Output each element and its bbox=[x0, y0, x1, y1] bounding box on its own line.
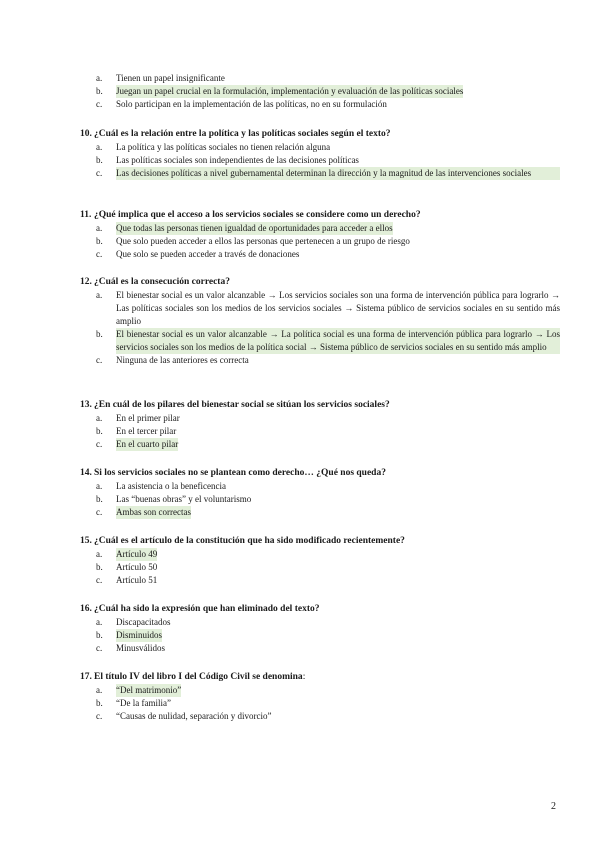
option-text: “Del matrimonio” bbox=[116, 685, 182, 695]
question-number: 15. bbox=[80, 536, 92, 546]
option-text: Que solo pueden acceder a ellos las personas que pertenecen a un grupo de riesgo bbox=[116, 236, 410, 246]
option-text: Artículo 50 bbox=[116, 562, 158, 572]
option-letter: a. bbox=[96, 290, 103, 300]
option-16b bbox=[96, 629, 560, 642]
question-12 bbox=[80, 276, 560, 367]
option-letter: a. bbox=[96, 223, 103, 233]
page-number: 2 bbox=[551, 801, 556, 812]
option-text: Solo participan en la implementación de las políticas, no en su formulación bbox=[116, 99, 387, 109]
question-15 bbox=[80, 535, 560, 587]
option-16a bbox=[96, 616, 560, 629]
question-13 bbox=[80, 399, 560, 451]
option-text: Artículo 51 bbox=[116, 575, 158, 585]
option-letter: a. bbox=[96, 142, 103, 152]
option-letter: b. bbox=[96, 562, 103, 572]
option-text: Las “buenas obras” y el voluntarismo bbox=[116, 494, 252, 504]
option-16c bbox=[96, 642, 560, 655]
question-number: 17. bbox=[80, 672, 92, 682]
question-text: ¿Qué implica que el acceso a los servicios sociales se considere como un derecho? bbox=[94, 210, 421, 220]
option-letter: c. bbox=[96, 643, 103, 653]
option-15a bbox=[96, 548, 560, 561]
option-letter: b. bbox=[96, 236, 103, 246]
option-text: Que todas las personas tienen igualdad de oportunidades para acceder a ellos bbox=[116, 223, 393, 233]
question-11 bbox=[80, 209, 560, 261]
option-letter: c. bbox=[96, 355, 103, 365]
question-title bbox=[80, 535, 560, 547]
question-number: 14. bbox=[80, 468, 92, 478]
option-10a bbox=[96, 141, 560, 154]
option-17b bbox=[96, 697, 560, 710]
option-letter: a. bbox=[96, 73, 103, 83]
option-text: En el primer pilar bbox=[116, 413, 180, 423]
option-letter: a. bbox=[96, 549, 103, 559]
option-9a bbox=[96, 72, 560, 85]
option-text: Disminuidos bbox=[116, 630, 163, 640]
option-text: Las decisiones políticas a nivel gubernamental determinan la dirección y la magnitud de las intervenciones sociales bbox=[116, 167, 560, 180]
option-11b bbox=[96, 235, 560, 248]
option-9b bbox=[96, 85, 560, 98]
option-10c bbox=[96, 167, 560, 180]
option-text: La asistencia o la beneficencia bbox=[116, 481, 226, 491]
option-12a bbox=[96, 289, 560, 328]
option-17a bbox=[96, 684, 560, 697]
question-text: ¿Cuál es la consecución correcta? bbox=[94, 277, 230, 287]
option-letter: c. bbox=[96, 99, 103, 109]
question-text: ¿En cuál de los pilares del bienestar social se sitúan los servicios sociales? bbox=[94, 400, 390, 410]
option-14c bbox=[96, 506, 560, 519]
option-text: Ninguna de las anteriores es correcta bbox=[116, 355, 249, 365]
option-text: “De la familia” bbox=[116, 698, 171, 708]
option-12c bbox=[96, 354, 560, 367]
option-13a bbox=[96, 412, 560, 425]
option-letter: b. bbox=[96, 86, 103, 96]
option-15c bbox=[96, 574, 560, 587]
option-14a bbox=[96, 480, 560, 493]
option-letter: c. bbox=[96, 439, 103, 449]
option-15b bbox=[96, 561, 560, 574]
option-letter: a. bbox=[96, 617, 103, 627]
option-letter: b. bbox=[96, 329, 103, 339]
option-letter: b. bbox=[96, 155, 103, 165]
question-title bbox=[80, 209, 560, 221]
option-letter: a. bbox=[96, 413, 103, 423]
question-number: 12. bbox=[80, 277, 92, 287]
option-14b bbox=[96, 493, 560, 506]
question-14 bbox=[80, 467, 560, 519]
option-11c bbox=[96, 248, 560, 261]
option-9c bbox=[96, 98, 560, 111]
option-text: En el tercer pilar bbox=[116, 426, 177, 436]
option-11a bbox=[96, 222, 560, 235]
option-text: Ambas son correctas bbox=[116, 507, 191, 517]
question-number: 11. bbox=[80, 210, 92, 220]
option-text: Artículo 49 bbox=[116, 549, 158, 559]
question-title bbox=[80, 276, 560, 288]
question-suffix: : bbox=[302, 672, 306, 682]
option-letter: c. bbox=[96, 711, 103, 721]
option-text: En el cuarto pilar bbox=[116, 439, 179, 449]
option-text: Discapacitados bbox=[116, 617, 171, 627]
question-text: ¿Cuál es el artículo de la constitución que ha sido modificado recientemente? bbox=[94, 536, 405, 546]
option-text: El bienestar social es un valor alcanzable → La política social es una forma de intervención pública para lograrlo → Los servicios sociales son los medios de la política social → Sistema público de servicios sociales en su sentido más amplio bbox=[116, 329, 560, 352]
option-text: Las políticas sociales son independientes de las decisiones políticas bbox=[116, 155, 359, 165]
option-text: El bienestar social es un valor alcanzable → Los servicios sociales son una forma de intervención pública para lograrlo → Las políticas sociales son los medios de los servicios sociales → Sistema público de servicios sociales en su sentido más amplio bbox=[116, 290, 560, 326]
question-number: 13. bbox=[80, 400, 92, 410]
question-16 bbox=[80, 603, 560, 655]
question-title bbox=[80, 603, 560, 615]
option-letter: a. bbox=[96, 481, 103, 491]
option-text: La política y las políticas sociales no tienen relación alguna bbox=[116, 142, 331, 152]
option-text: Minusválidos bbox=[116, 643, 166, 653]
option-letter: b. bbox=[96, 698, 103, 708]
question-text: Si los servicios sociales no se plantean como derecho… ¿Qué nos queda? bbox=[94, 468, 386, 478]
question-title bbox=[80, 399, 560, 411]
option-text: Que solo se pueden acceder a través de donaciones bbox=[116, 249, 300, 259]
option-13c bbox=[96, 438, 560, 451]
option-12b bbox=[96, 328, 560, 354]
question-text: ¿Cuál ha sido la expresión que han eliminado del texto? bbox=[94, 604, 320, 614]
option-letter: b. bbox=[96, 494, 103, 504]
option-10b bbox=[96, 154, 560, 167]
option-letter: b. bbox=[96, 630, 103, 640]
option-text: “Causas de nulidad, separación y divorcio” bbox=[116, 711, 272, 721]
question-10 bbox=[80, 128, 560, 180]
option-text: Juegan un papel crucial en la formulación, implementación y evaluación de las políticas sociales bbox=[116, 86, 464, 96]
question-text: ¿Cuál es la relación entre la política y las políticas sociales según el texto? bbox=[94, 129, 391, 139]
question-number: 16. bbox=[80, 604, 92, 614]
option-letter: c. bbox=[96, 507, 103, 517]
question-title bbox=[80, 671, 560, 683]
question-title bbox=[80, 128, 560, 140]
option-13b bbox=[96, 425, 560, 438]
option-letter: c. bbox=[96, 168, 103, 178]
option-letter: b. bbox=[96, 426, 103, 436]
option-text: Tienen un papel insignificante bbox=[116, 73, 225, 83]
option-letter: c. bbox=[96, 575, 103, 585]
question-text: El título IV del libro I del Código Civil se denomina bbox=[94, 672, 303, 682]
question-title bbox=[80, 467, 560, 479]
question-9-continuation bbox=[80, 72, 560, 111]
option-letter: c. bbox=[96, 249, 103, 259]
option-17c bbox=[96, 710, 560, 723]
question-number: 10. bbox=[80, 129, 92, 139]
question-17 bbox=[80, 671, 560, 723]
option-letter: a. bbox=[96, 685, 103, 695]
